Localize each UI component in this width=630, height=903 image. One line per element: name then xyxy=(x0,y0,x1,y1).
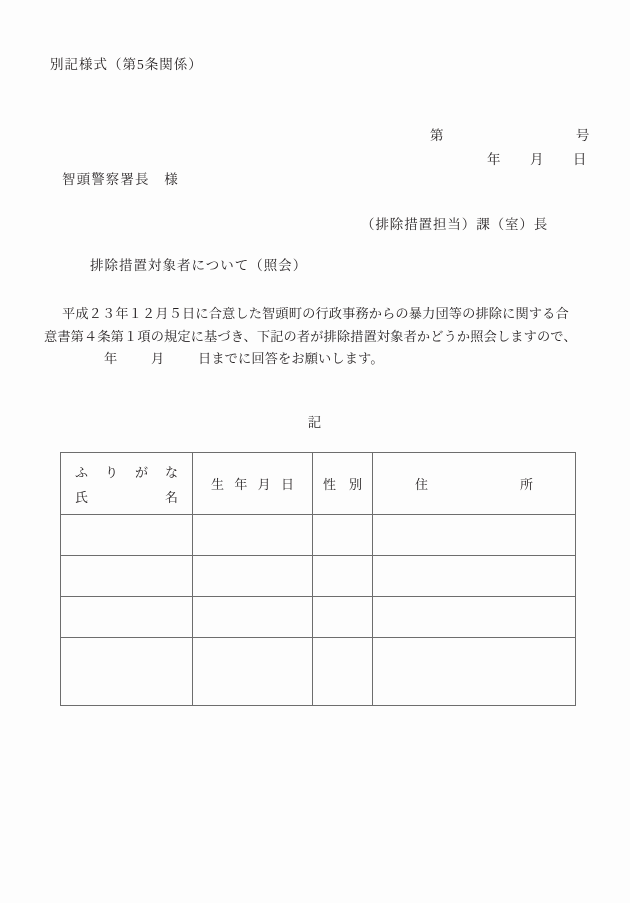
cell-sex[interactable] xyxy=(313,638,373,706)
form-label: 別記様式（第5条関係） xyxy=(50,57,203,72)
header-furigana-line xyxy=(75,462,178,481)
deadline-year-label: 年 xyxy=(104,351,118,366)
cell-name[interactable] xyxy=(61,638,193,706)
cell-address[interactable] xyxy=(373,515,576,556)
table-header-sex xyxy=(313,453,373,515)
sex-char-1: 性 xyxy=(323,477,337,492)
dob-char-3: 月 xyxy=(257,477,271,492)
deadline-day-label: 日 xyxy=(198,351,212,366)
ki-mark: 記 xyxy=(307,415,323,430)
sender: （排除措置担当）課（室）長 xyxy=(361,217,549,232)
dob-char-1: 生 xyxy=(211,477,225,492)
cell-address[interactable] xyxy=(373,556,576,597)
header-shimei-line xyxy=(75,487,178,506)
cell-name[interactable] xyxy=(61,597,193,638)
table-body xyxy=(61,515,576,706)
deadline-tail-text: までに回答をお願いします。 xyxy=(211,351,384,366)
sex-char-2: 別 xyxy=(348,477,362,492)
furigana-char-1: ふ xyxy=(75,464,89,480)
table-header xyxy=(61,453,576,515)
shimei-char-1: 氏 xyxy=(75,489,89,505)
header-dob-line xyxy=(193,474,312,493)
document-number-suffix: 号 xyxy=(575,128,590,143)
date-row xyxy=(487,148,587,168)
table-row[interactable] xyxy=(61,638,576,706)
cell-dob[interactable] xyxy=(193,556,313,597)
document-number-row xyxy=(430,124,590,144)
cell-name[interactable] xyxy=(61,556,193,597)
body-paragraph xyxy=(44,303,589,348)
cell-sex[interactable] xyxy=(313,515,373,556)
furigana-char-3: が xyxy=(134,464,148,480)
table-header-address xyxy=(373,453,576,515)
table-header-row xyxy=(61,453,576,515)
cell-dob[interactable] xyxy=(193,597,313,638)
table-header-name xyxy=(61,453,193,515)
cell-sex[interactable] xyxy=(313,597,373,638)
furigana-char-2: り xyxy=(104,464,118,480)
body-line-2: 意書第４条第１項の規定に基づき、下記の者が排除措置対象者かどうか照会しますので、 xyxy=(44,328,577,344)
dob-char-4: 日 xyxy=(280,477,294,492)
table-row[interactable] xyxy=(61,556,576,597)
header-sex-line xyxy=(313,474,372,493)
cell-dob[interactable] xyxy=(193,515,313,556)
cell-address[interactable] xyxy=(373,638,576,706)
document-number-prefix: 第 xyxy=(430,128,445,143)
cell-name[interactable] xyxy=(61,515,193,556)
dob-char-2: 年 xyxy=(234,477,248,492)
body-line-1: 平成２３年１２月５日に合意した智頭町の行政事務からの暴力団等の排除に関する合 xyxy=(62,306,569,321)
address-char-1: 住 xyxy=(415,477,429,492)
date-month-label: 月 xyxy=(529,152,545,167)
shimei-char-2: 名 xyxy=(164,489,178,505)
subject-title: 排除措置対象者について（照会） xyxy=(90,258,308,273)
address-char-2: 所 xyxy=(519,477,533,492)
person-table xyxy=(60,452,576,706)
table-row[interactable] xyxy=(61,515,576,556)
deadline-month-label: 月 xyxy=(151,351,165,366)
cell-sex[interactable] xyxy=(313,556,373,597)
cell-dob[interactable] xyxy=(193,638,313,706)
date-year-label: 年 xyxy=(487,152,502,167)
deadline-line xyxy=(104,348,384,367)
cell-address[interactable] xyxy=(373,597,576,638)
table-header-dob xyxy=(193,453,313,515)
header-address-line xyxy=(373,474,575,493)
date-day-label: 日 xyxy=(572,152,587,167)
furigana-char-4: な xyxy=(164,464,178,480)
addressee: 智頭警察署長 様 xyxy=(62,172,179,187)
table-row[interactable] xyxy=(61,597,576,638)
